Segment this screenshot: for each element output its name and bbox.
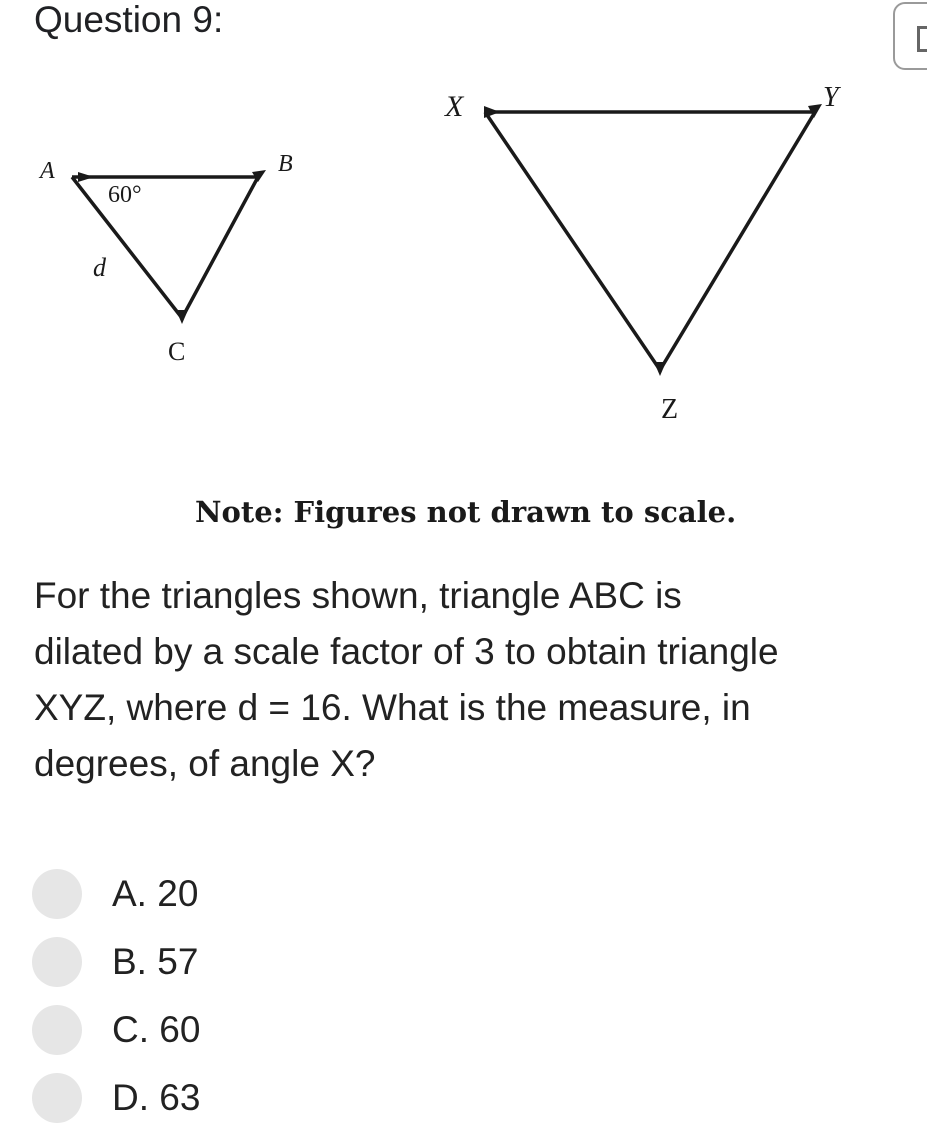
radio-button[interactable]: [32, 937, 82, 987]
question-text: For the triangles shown, triangle ABC is dilated by a scale factor of 3 to obtain triangle XYZ, where d = 16. What is the measure, in degrees, of angle X?: [34, 575, 779, 784]
triangle-xyz-outline: [485, 112, 815, 370]
vertex-c-arrow: [176, 310, 188, 324]
option-label: D. 63: [112, 1077, 201, 1118]
figure-note: Note: Figures not drawn to scale.: [195, 495, 737, 529]
option-a[interactable]: [32, 866, 332, 918]
vertex-z-label: Z: [661, 394, 679, 425]
vertex-z-arrow: [654, 362, 666, 376]
question-figure: [0, 0, 927, 560]
vertex-x-label: X: [445, 90, 464, 123]
option-d[interactable]: [32, 1070, 332, 1122]
radio-button[interactable]: [32, 1073, 82, 1123]
radio-button[interactable]: [32, 1005, 82, 1055]
option-b[interactable]: [32, 934, 332, 986]
option-c[interactable]: [32, 1002, 332, 1054]
vertex-a-arrow: [78, 172, 94, 182]
option-label: C. 60: [112, 1009, 201, 1050]
vertex-x-arrow: [484, 106, 500, 118]
triangle-xyz: [444, 82, 842, 425]
triangle-abc: [38, 151, 293, 366]
vertex-y-label: Y: [823, 82, 839, 113]
side-d-label: d: [93, 253, 106, 282]
vertex-c-label: C: [168, 337, 186, 366]
option-label: A. 20: [112, 873, 199, 914]
radio-button[interactable]: [32, 869, 82, 919]
triangle-abc-outline: [72, 177, 258, 318]
vertex-a-label: A: [40, 158, 55, 184]
vertex-b-label: B: [278, 151, 293, 177]
question-title: Question 9:: [34, 0, 224, 40]
option-label: B. 57: [112, 941, 199, 982]
angle-a-label: 60°: [108, 182, 142, 208]
